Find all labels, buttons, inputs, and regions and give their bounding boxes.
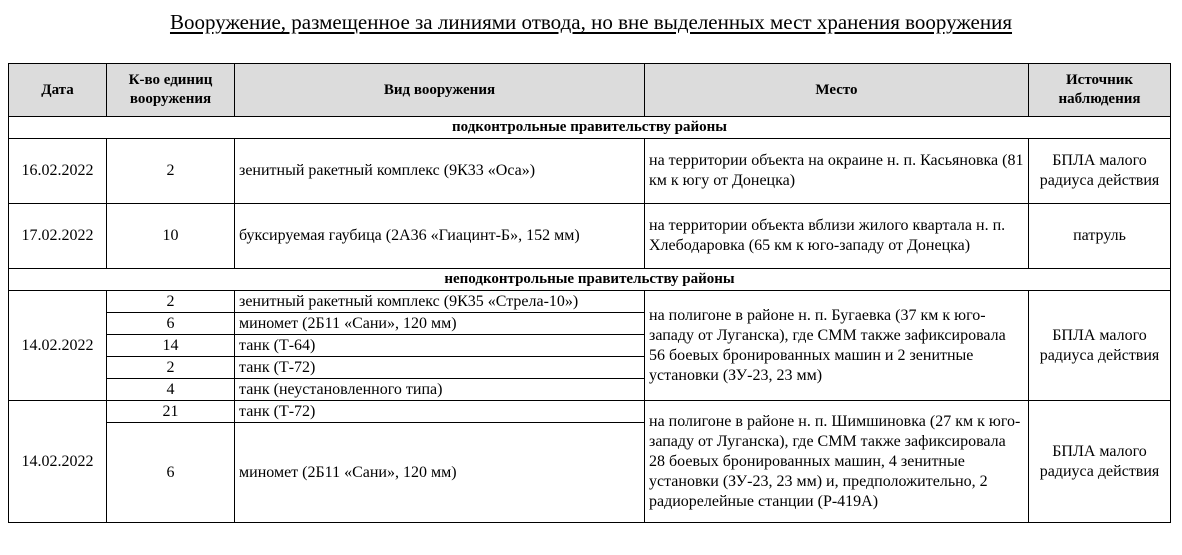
row-count: 10 <box>107 204 235 269</box>
item-weapon-type: танк (Т-72) <box>235 401 645 423</box>
item-count: 6 <box>107 423 235 523</box>
row-weapon-type: буксируемая гаубица (2А36 «Гиацинт-Б», 152 мм) <box>235 204 645 269</box>
row-place: на территории объекта на окраине н. п. Касьяновка (81 км к югу от Донецка) <box>645 139 1029 204</box>
row-count: 2 <box>107 139 235 204</box>
document-title: Вооружение, размещенное за линиями отвода, но вне выделенных мест хранения вооружения <box>169 10 1013 34</box>
weapons-table <box>8 63 1171 523</box>
group-source: БПЛА малого радиуса действия <box>1029 291 1171 401</box>
table-row <box>9 204 1171 269</box>
group-source: БПЛА малого радиуса действия <box>1029 401 1171 523</box>
row-date: 17.02.2022 <box>9 204 107 269</box>
table-row <box>9 401 1171 423</box>
row-place: на территории объекта вблизи жилого квартала н. п. Хлебодаровка (65 км к юго-западу от Донецка) <box>645 204 1029 269</box>
group-date: 14.02.2022 <box>9 291 107 401</box>
row-source: патруль <box>1029 204 1171 269</box>
item-weapon-type: зенитный ракетный комплекс (9К35 «Стрела-10») <box>235 291 645 313</box>
item-weapon-type: танк (неустановленного типа) <box>235 379 645 401</box>
header-row <box>9 64 1171 117</box>
item-weapon-type: танк (Т-72) <box>235 357 645 379</box>
header-date: Дата <box>9 64 107 117</box>
row-source: БПЛА малого радиуса действия <box>1029 139 1171 204</box>
section-non-government: неподконтрольные правительству районы <box>9 269 1171 291</box>
section-government: подконтрольные правительству районы <box>9 117 1171 139</box>
item-count: 2 <box>107 291 235 313</box>
row-date: 16.02.2022 <box>9 139 107 204</box>
item-count: 21 <box>107 401 235 423</box>
group-place: на полигоне в районе н. п. Бугаевка (37 км к юго-западу от Луганска), где СММ также зафиксировала 56 боевых бронированных машин и 2 зенитные установки (ЗУ-23, 23 мм) <box>645 291 1029 401</box>
section-row-government <box>9 117 1171 139</box>
group-place: на полигоне в районе н. п. Шимшиновка (27 км к юго-западу от Луганска), где СММ также зафиксировала 28 боевых бронированных машин, 4 зенитные установки (ЗУ-23, 23 мм) и, предположительно, 2 радиорелейные станции (Р-419А) <box>645 401 1029 523</box>
item-weapon-type: миномет (2Б11 «Сани», 120 мм) <box>235 423 645 523</box>
header-count: К-во единиц вооружения <box>107 64 235 117</box>
section-row-non-government <box>9 269 1171 291</box>
item-weapon-type: миномет (2Б11 «Сани», 120 мм) <box>235 313 645 335</box>
item-count: 6 <box>107 313 235 335</box>
table-row <box>9 139 1171 204</box>
group-date: 14.02.2022 <box>9 401 107 523</box>
item-weapon-type: танк (Т-64) <box>235 335 645 357</box>
header-type: Вид вооружения <box>235 64 645 117</box>
item-count: 4 <box>107 379 235 401</box>
header-place: Место <box>645 64 1029 117</box>
item-count: 2 <box>107 357 235 379</box>
table-row <box>9 291 1171 313</box>
item-count: 14 <box>107 335 235 357</box>
header-source: Источник наблюдения <box>1029 64 1171 117</box>
row-weapon-type: зенитный ракетный комплекс (9К33 «Оса») <box>235 139 645 204</box>
